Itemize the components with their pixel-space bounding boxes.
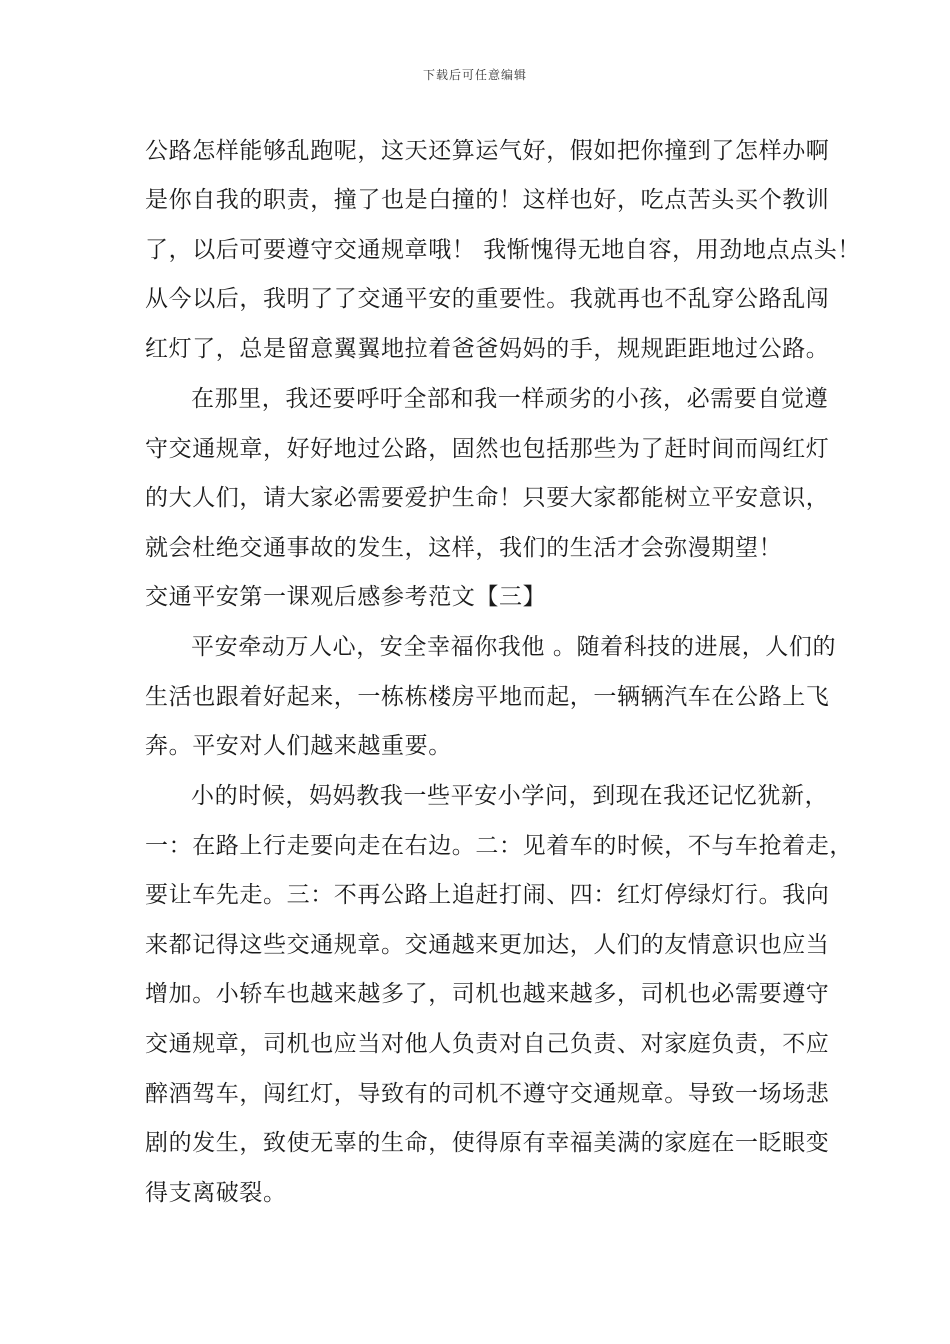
body-line: 红灯了，总是留意翼翼地拉着爸爸妈妈的手，规规距距地过公路。: [145, 336, 830, 362]
paragraph-first-line: 在那里，我还要呼吁全部和我一样顽劣的小孩，必需要自觉遵: [191, 386, 829, 412]
paragraph-first-line: 平安牵动万人心，安全幸福你我他 。随着科技的进展，人们的: [191, 634, 837, 660]
body-line: 从今以后，我明了了交通平安的重要性。我就再也不乱穿公路乱闯: [145, 286, 830, 312]
body-line: 奔。平安对人们越来越重要。: [145, 733, 452, 759]
body-line: 就会杜绝交通事故的发生，这样，我们的生活才会弥漫期望！: [145, 535, 783, 561]
page-header: 下载后可任意编辑: [422, 68, 527, 82]
body-line: 得支离破裂。: [145, 1180, 287, 1206]
body-line: 守交通规章，好好地过公路，固然也包括那些为了赶时间而闯红灯: [145, 436, 830, 462]
body-line: 来都记得这些交通规章。交通越来更加达，人们的友情意识也应当: [145, 932, 830, 958]
body-line: 一：在路上行走要向走在右边。二：见着车的时候，不与车抢着走，: [145, 833, 853, 859]
body-line: 醉酒驾车，闯红灯，导致有的司机不遵守交通规章。导致一场场悲: [145, 1081, 830, 1107]
body-line: 是你自我的职责，撞了也是白撞的！这样也好，吃点苦头买个教训: [145, 187, 830, 213]
body-line: 剧的发生，致使无辜的生命，使得原有幸福美满的家庭在一眨眼变: [145, 1130, 830, 1156]
body-line: 的大人们，请大家必需要爱护生命！只要大家都能树立平安意识，: [145, 485, 830, 511]
body-line: 增加。小轿车也越来越多了，司机也越来越多，司机也必需要遵守: [145, 981, 830, 1007]
body-line: 要让车先走。三：不再公路上追赶打闹、四：红灯停绿灯行。我向: [145, 882, 830, 908]
body-line: 交通规章，司机也应当对他人负责对自己负责、对家庭负责，不应: [145, 1031, 830, 1057]
body-line: 了，以后可要遵守交通规章哦！ 我惭愧得无地自容，用劲地点点头！: [145, 237, 861, 263]
paragraph-first-line: 小的时候，妈妈教我一些平安小学问，到现在我还记忆犹新，: [191, 783, 829, 809]
body-line: 生活也跟着好起来，一栋栋楼房平地而起，一辆辆汽车在公路上飞: [145, 684, 830, 710]
body-line: 公路怎样能够乱跑呢，这天还算运气好，假如把你撞到了怎样办啊: [145, 138, 830, 164]
section-heading: 交通平安第一课观后感参考范文【三】: [145, 584, 547, 610]
